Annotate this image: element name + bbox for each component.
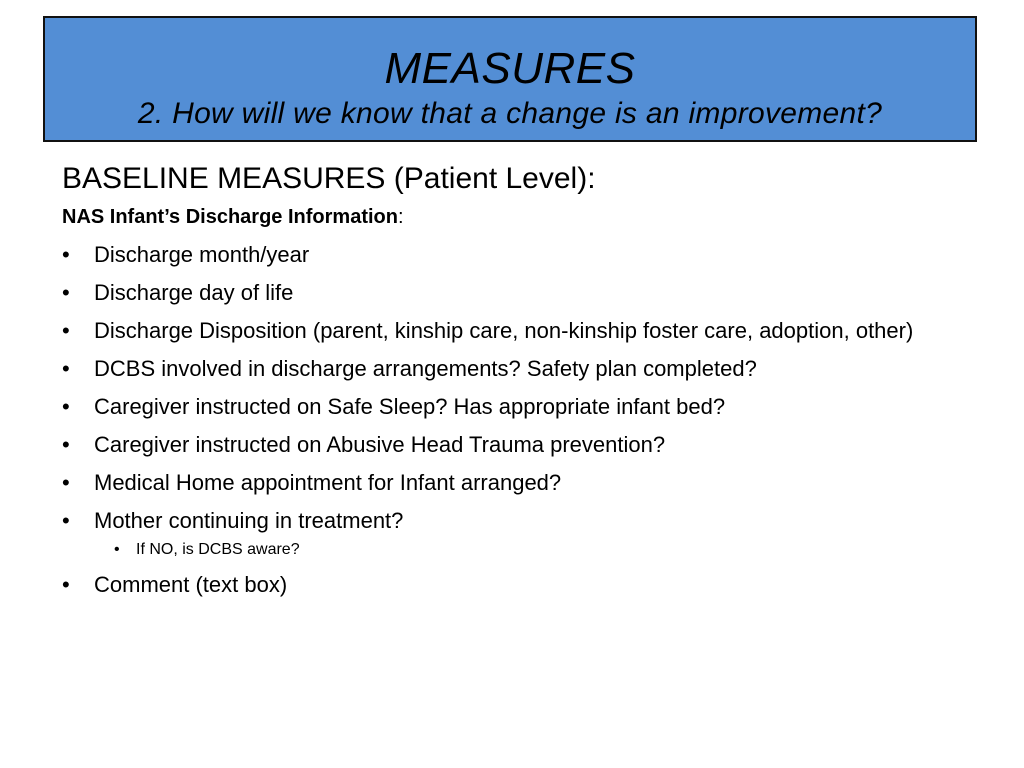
list-item: • DCBS involved in discharge arrangements? Safety plan completed? bbox=[62, 354, 1002, 383]
title-box bbox=[43, 16, 977, 142]
list-item: • Discharge day of life bbox=[62, 278, 1002, 307]
list-item: • Discharge month/year bbox=[62, 240, 1002, 269]
slide-title: MEASURES bbox=[384, 44, 636, 93]
sub-list-item: • If NO, is DCBS aware? bbox=[114, 539, 1002, 561]
section-subheading bbox=[62, 204, 1002, 230]
list-item: • Comment (text box) bbox=[62, 570, 1002, 599]
section-heading: BASELINE MEASURES (Patient Level): bbox=[62, 162, 596, 195]
list-item-text: Mother continuing in treatment? bbox=[94, 508, 404, 533]
list-item: • Caregiver instructed on Safe Sleep? Has appropriate infant bed? bbox=[62, 392, 1002, 421]
subheading-suffix: : bbox=[397, 206, 404, 228]
list-item: • Medical Home appointment for Infant arranged? bbox=[62, 468, 1002, 497]
list-item-with-sublist bbox=[62, 506, 1002, 561]
bullet-list bbox=[62, 240, 1002, 599]
sub-bullet-list bbox=[94, 539, 1002, 561]
list-item: • Caregiver instructed on Abusive Head Trauma prevention? bbox=[62, 430, 1002, 459]
slide-subtitle: 2. How will we know that a change is an improvement? bbox=[137, 97, 883, 130]
slide-content bbox=[62, 160, 1002, 608]
subheading-bold: NAS Infant’s Discharge Information bbox=[62, 206, 398, 228]
list-item: • Discharge Disposition (parent, kinship care, non-kinship foster care, adoption, other) bbox=[62, 316, 1002, 345]
